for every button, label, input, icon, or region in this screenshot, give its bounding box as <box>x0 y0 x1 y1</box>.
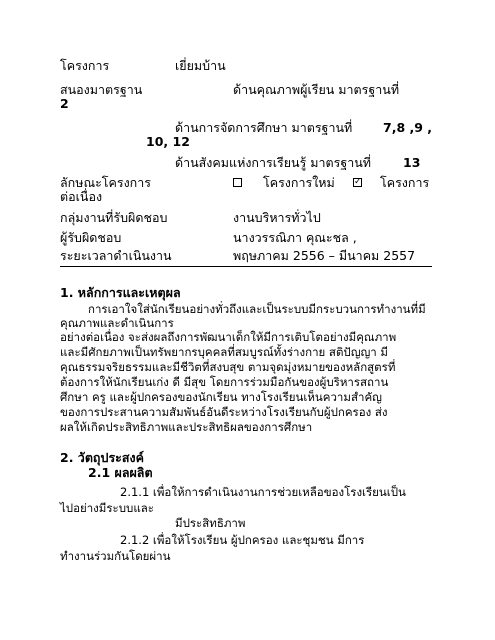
section1-heading: 1. หลักการและเหตุผล <box>60 285 181 300</box>
standard-learner: ด้านคุณภาพผู้เรียน มาตรฐานที่ <box>233 82 400 97</box>
period-value: พฤษภาคม 2556 – มีนาคม 2557 <box>233 248 416 263</box>
objective-2-1-2: 2.1.2 เพื่อให้โรงเรียน ผู้ปกครอง และชุมชน มีการ <box>120 533 365 547</box>
section1-line: ผลให้เกิดประสิทธิภาพและประสิทธิผลของการศึกษา <box>60 420 313 434</box>
objective-2-1-1-cont: ไปอย่างมีระบบและ <box>60 501 154 515</box>
nature-label-2: ต่อเนื่อง <box>60 189 103 204</box>
section1-line: ของการประสานความสัมพันธ์อันดีระหว่างโรงเรียนกับผู้ปกครอง ส่ง <box>60 405 388 419</box>
standard-edu-mgmt-nums: 7,8 ,9 , <box>383 120 433 135</box>
project-value: เยี่ยมบ้าน <box>175 58 226 73</box>
group-value: งานบริหารทั่วไป <box>233 210 321 225</box>
section1-line: คุณธรรมจริยธรรมและมีชีวิตที่สงบสุข ตามจุดมุ่งหมายของหลักสูตรที่ <box>60 360 396 374</box>
header-divider <box>60 266 432 267</box>
period-label: ระยะเวลาดำเนินงาน <box>60 248 172 263</box>
standard-edu-mgmt-nums-2: 10, 12 <box>146 134 190 149</box>
option-new-label: โครงการใหม่ <box>263 175 335 190</box>
standard-society-num: 13 <box>403 155 421 170</box>
nature-label: ลักษณะโครงการ <box>60 175 151 190</box>
standard-learner-num: 2 <box>60 96 69 111</box>
standard-edu-mgmt: ด้านการจัดการศึกษา มาตรฐานที่ <box>175 120 353 135</box>
objective-2-1-1: 2.1.1 เพื่อให้การดำเนินงานการช่วยเหลือของโรงเรียนเป็น <box>120 485 406 499</box>
option-continuous-checkbox[interactable]: ✓ <box>354 177 362 187</box>
owner-value: นางวรรณิภา คุณะชล , <box>233 230 357 245</box>
standard-society: ด้านสังคมแห่งการเรียนรู้ มาตรฐานที่ <box>175 155 372 170</box>
section1-line: ศึกษา ครู และผู้ปกครองของนักเรียน ทางโรงเรียนเห็นความสำคัญ <box>60 390 382 404</box>
section1-line: ต้องการให้นักเรียนเก่ง ดี มีสุข โดยการร่วมมือกันของผู้บริหารสถาน <box>60 375 389 389</box>
option-new-checkbox[interactable] <box>233 178 242 187</box>
project-label: โครงการ <box>60 58 110 73</box>
section2-heading: 2. วัตถุประสงค์ <box>60 450 144 465</box>
section1-line: อย่างต่อเนื่อง จะส่งผลถึงการพัฒนาเด็กให้มีการเติบโตอย่างมีคุณภาพ <box>60 330 397 344</box>
section1-line: คุณภาพและดำเนินการ <box>60 316 174 330</box>
group-label: กลุ่มงานที่รับผิดชอบ <box>60 210 168 225</box>
objective-2-1-1-cont-2: มีประสิทธิภาพ <box>175 516 246 530</box>
section1-line: การเอาใจใส่นักเรียนอย่างทั่วถึงและเป็นระบบมีกระบวนการทำงานที่มี <box>88 302 426 316</box>
owner-label: ผู้รับผิดชอบ <box>60 230 122 245</box>
standard-label: สนองมาตรฐาน <box>60 82 143 97</box>
option-continuous-label: โครงการ <box>380 175 430 190</box>
objective-2-1-2-cont: ทำงานร่วมกันโดยผ่าน <box>60 549 171 563</box>
section1-line: และมีศักยภาพเป็นทรัพยากรบุคคลที่สมบูรณ์ทั้งร่างกาย สติปัญญา มี <box>60 345 388 359</box>
section2-sub-heading: 2.1 ผลผลิต <box>88 465 153 480</box>
